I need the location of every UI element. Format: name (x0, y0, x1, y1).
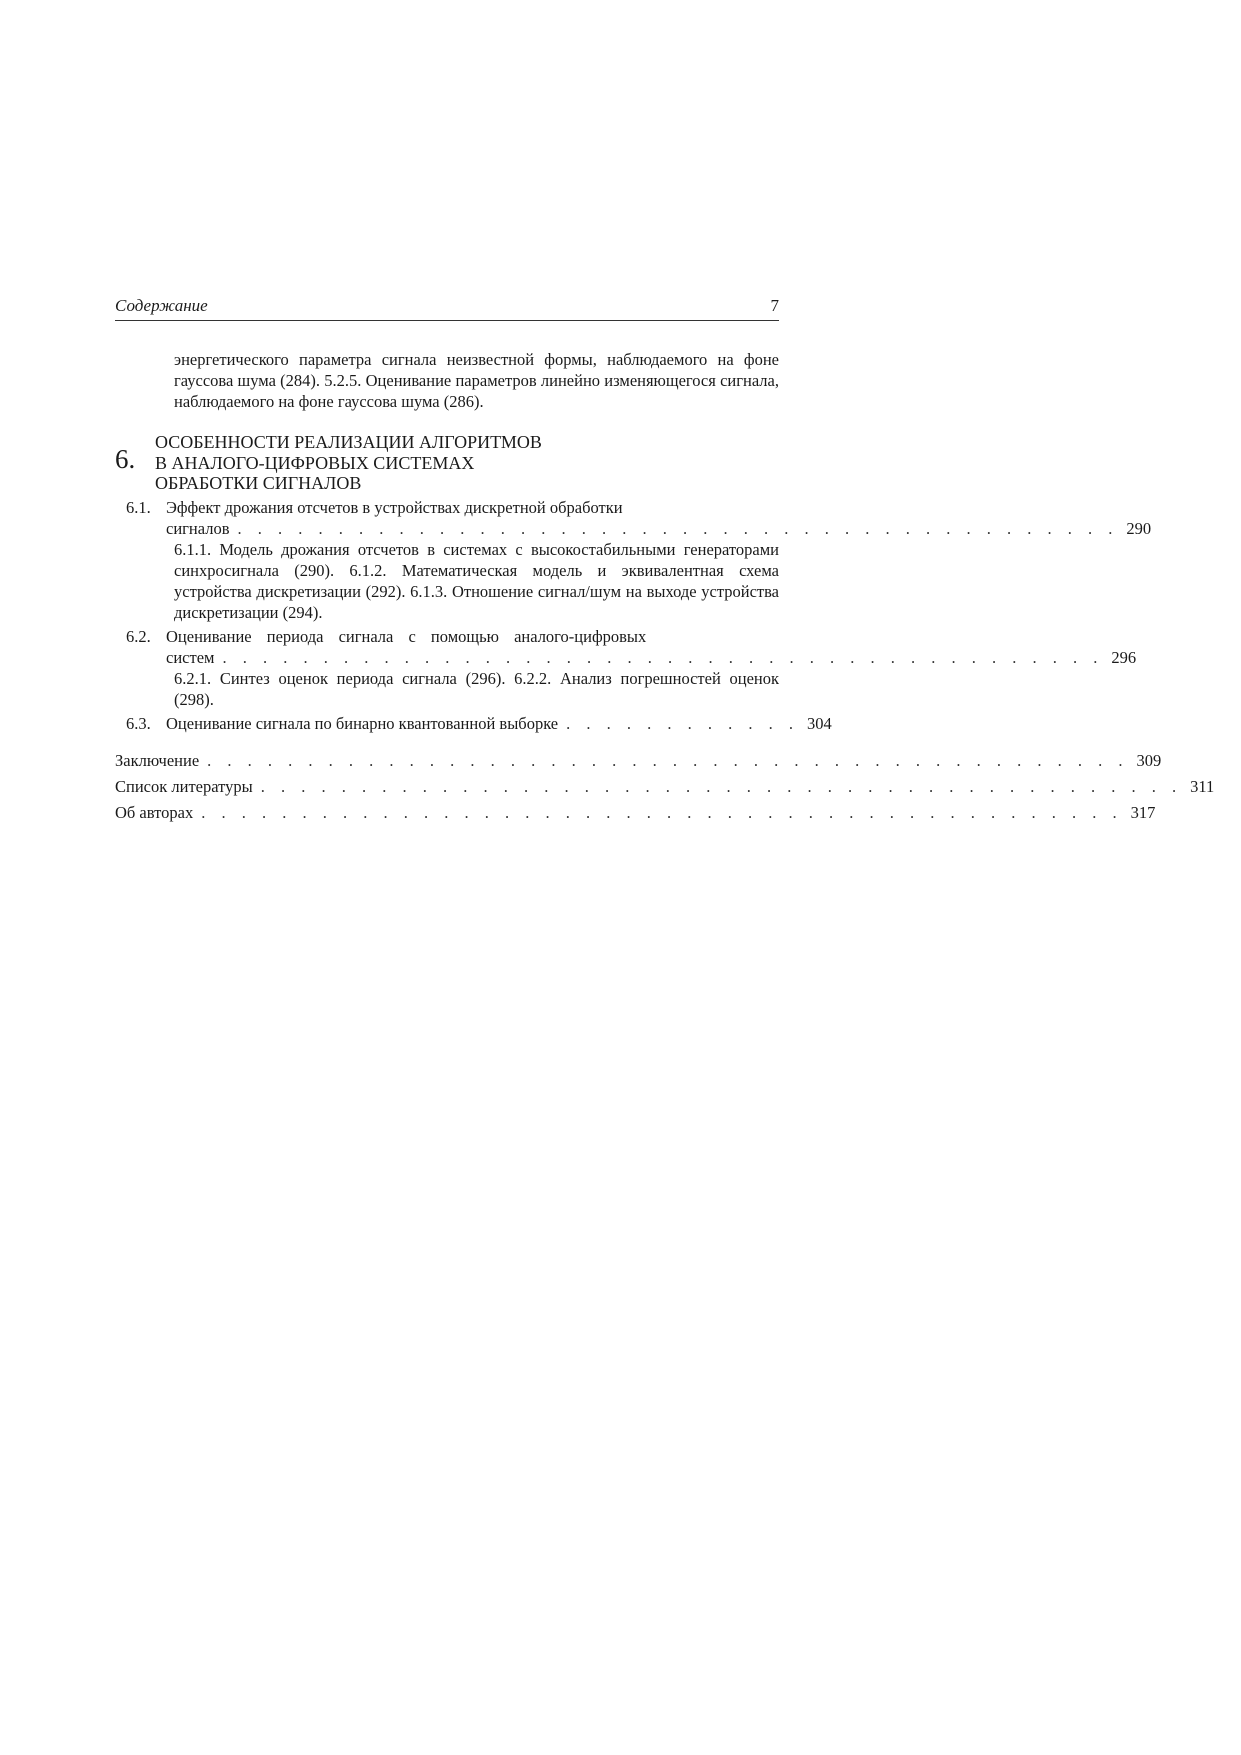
section-title: Оценивание периода сигнала с помощью аналого-цифровых (166, 627, 647, 646)
section-title-cont: систем (166, 648, 215, 667)
continuation-text: энергетического параметра сигнала неизвестной формы, наблюдаемого на фоне гауссова шума (284). 5.2.5. Оценивание параметров линейно изменяющегося сигнала, наблюдаемого на фоне гауссова шума (286). (174, 350, 779, 411)
entry-page: 317 (1130, 803, 1156, 822)
section-page: 304 (807, 714, 832, 733)
toc-section-6-3 (115, 713, 832, 734)
chapter-title-line: В АНАЛОГО-ЦИФРОВЫХ СИСТЕМАХ (155, 452, 475, 473)
chapter-title-line: ОСОБЕННОСТИ РЕАЛИЗАЦИИ АЛГОРИТМОВ (155, 432, 542, 452)
entry-page: 311 (1190, 777, 1215, 796)
section-number: 6.3. (126, 714, 151, 733)
dot-leader: . . . . . . . . . . . . . . . . . . . . . . . . . . . . . . . . . . . . . . . . . . . . (222, 648, 1104, 667)
toc-entry-authors (115, 800, 1156, 826)
toc-entry-conclusion (115, 748, 1162, 774)
subsection-list: 6.2.1. Синтез оценок периода сигнала (296). 6.2.2. Анализ погрешностей оценок (298). (174, 669, 779, 709)
subsection-list: 6.1.1. Модель дрожания отсчетов в системах с высокостабильными генераторами синхросигнала (290). 6.1.2. Математическая модель и эквивалентная схема устройства дискретизации (292). 6.1.3. Отношение сигнал/шум на выходе устройства дискретизации (294). (174, 540, 779, 622)
section-title: Оценивание сигнала по бинарно квантованной выборке (166, 714, 559, 733)
entry-page: 309 (1136, 751, 1162, 770)
chapter-number: 6. (115, 444, 136, 474)
chapter-heading (115, 432, 779, 494)
dot-leader: . . . . . . . . . . . . . . . . . . . . . . . . . . . . . . . . . . . . . . . . . . . . . . (207, 751, 1129, 770)
toc-section-6-2 (115, 626, 1137, 710)
entry-label: Список литературы (115, 777, 253, 796)
section-number: 6.1. (126, 498, 151, 517)
running-title: Содержание (115, 296, 208, 315)
page-number: 7 (770, 296, 779, 315)
dot-leader: . . . . . . . . . . . . . . . . . . . . . . . . . . . . . . . . . . . . . . . . . . . . (237, 519, 1119, 538)
toc-section-6-1 (115, 497, 1152, 623)
dot-leader: . . . . . . . . . . . . . . . . . . . . . . . . . . . . . . . . . . . . . . . . . . . . . . (260, 777, 1183, 796)
section-page: 290 (1126, 519, 1152, 538)
chapter-title-line: ОБРАБОТКИ СИГНАЛОВ (155, 473, 362, 493)
toc-page (115, 296, 1215, 826)
backmatter-list (115, 748, 1215, 826)
section-page: 296 (1111, 648, 1137, 667)
section-number: 6.2. (126, 627, 151, 646)
dot-leader: . . . . . . . . . . . . . . . . . . . . . . . . . . . . . . . . . . . . . . . . . . . . . . (201, 803, 1123, 822)
chapter-title (155, 432, 542, 494)
entry-label: Заключение (115, 751, 200, 770)
entry-label: Об авторах (115, 803, 194, 822)
running-header (115, 296, 779, 321)
dot-leader: . . . . . . . . . . . . (566, 714, 799, 733)
section-title: Эффект дрожания отсчетов в устройствах дискретной обработки (166, 498, 623, 517)
toc-entry-references (115, 774, 1215, 800)
section-title-cont: сигналов (166, 519, 230, 538)
